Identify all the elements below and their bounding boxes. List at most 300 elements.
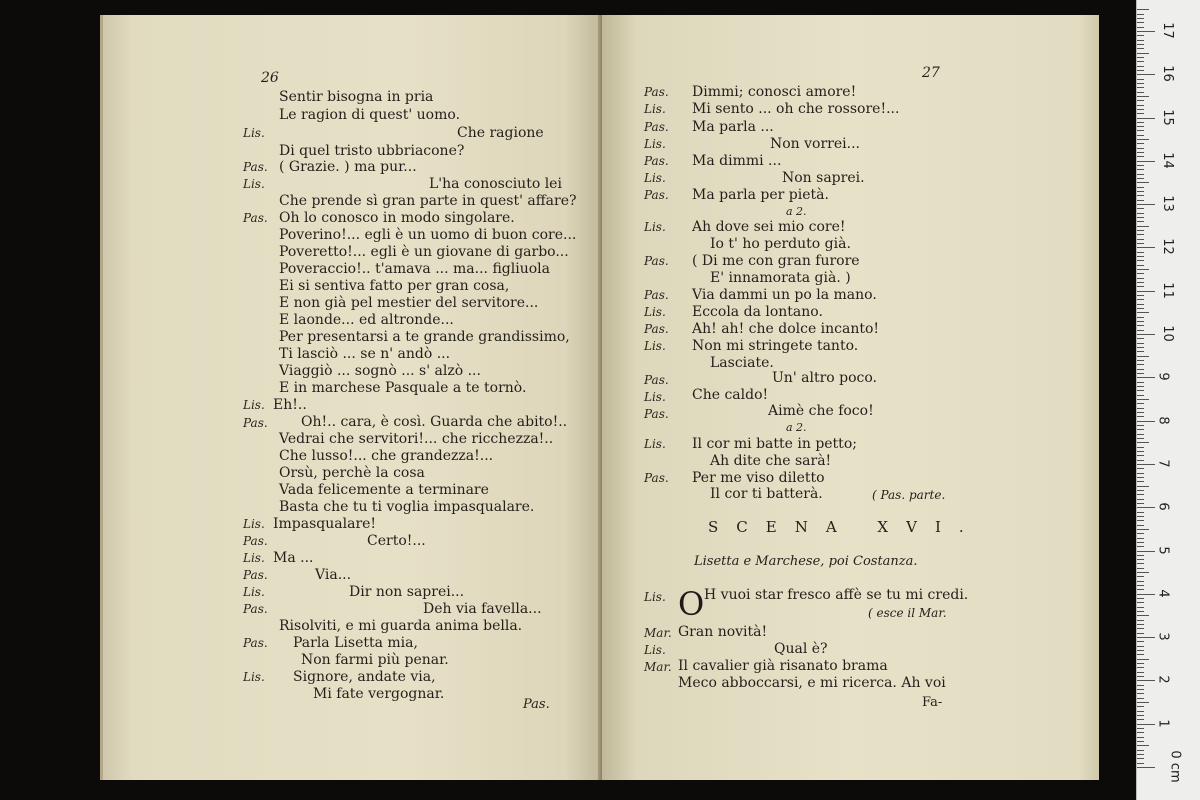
ruler-tick (1137, 533, 1144, 534)
ruler-number: 11 (1159, 281, 1175, 299)
speaker-label: Lis. (243, 517, 265, 531)
speaker-label: Pas. (243, 636, 268, 650)
ruler-tick (1137, 512, 1144, 513)
ruler-number: 17 (1159, 22, 1175, 39)
ruler-tick (1137, 615, 1149, 616)
ruler-tick (1137, 559, 1144, 560)
ruler-number: 2 (1155, 675, 1171, 685)
ruler-tick (1137, 421, 1155, 422)
ruler-tick (1137, 31, 1155, 32)
ruler-tick (1137, 555, 1144, 556)
ruler-tick (1137, 551, 1155, 552)
speaker-label: Pas. (644, 288, 669, 302)
ruler-tick (1137, 161, 1155, 162)
ruler-tick (1137, 122, 1144, 123)
ruler-tick (1137, 499, 1144, 500)
text-line: Il cavalier già risanato brama (678, 658, 888, 674)
ruler-tick (1137, 53, 1149, 54)
ruler-tick (1137, 728, 1144, 729)
ruler-tick (1137, 477, 1144, 478)
text-line: Gran novità! (678, 624, 768, 640)
text-line: ( Di me con gran furore (692, 253, 860, 269)
ruler-tick (1137, 204, 1155, 205)
speaker-label: Lis. (644, 137, 666, 151)
ruler-tick (1137, 291, 1155, 292)
text-line: Dimmi; conosci amore! (692, 84, 857, 100)
ruler-number: 15 (1159, 108, 1175, 126)
ruler-tick (1137, 711, 1144, 712)
text-line: Risolviti, e mi guarda anima bella. (279, 618, 523, 634)
ruler-tick (1137, 74, 1155, 75)
text-line: Il cor mi batte in petto; (692, 436, 857, 452)
ruler-tick (1137, 200, 1144, 201)
ruler-tick (1137, 542, 1144, 543)
speaker-label: Lis. (243, 551, 265, 565)
ruler-tick (1137, 27, 1144, 28)
ruler-tick (1137, 278, 1144, 279)
scene-heading: SCENA XVI. (708, 518, 982, 536)
text-line: E in marchese Pasquale a te tornò. (279, 380, 527, 396)
ruler-tick (1137, 576, 1144, 577)
text-line: Ma ... (273, 550, 314, 566)
ruler-tick (1137, 343, 1144, 344)
ruler-tick (1137, 330, 1144, 331)
ruler-tick (1137, 44, 1144, 45)
ruler-tick (1137, 602, 1144, 603)
ruler-tick (1137, 507, 1155, 508)
speaker-label: Pas. (243, 211, 268, 225)
duet-marker: a 2. (786, 421, 807, 434)
text-line: Poverino!... egli è un uomo di buon core... (279, 227, 577, 243)
ruler-tick (1137, 347, 1144, 348)
ruler-tick (1137, 563, 1144, 564)
ruler-tick (1137, 416, 1144, 417)
speaker-label: Pas. (644, 322, 669, 336)
ruler-tick (1137, 399, 1149, 400)
speaker-label: Pas. (644, 120, 669, 134)
ruler-tick (1137, 351, 1144, 352)
ruler-number: 10 (1159, 325, 1175, 342)
left-page (100, 15, 605, 780)
speaker-label: Lis. (644, 171, 666, 185)
ruler-tick (1137, 9, 1149, 10)
ruler-tick (1137, 70, 1144, 71)
ruler-tick (1137, 100, 1144, 101)
ruler-tick (1137, 321, 1144, 322)
scene-subtitle: Lisetta e Marchese, poi Costanza. (694, 554, 918, 569)
ruler-tick (1137, 40, 1144, 41)
ruler-tick (1137, 741, 1144, 742)
speaker-label: Lis. (644, 590, 666, 604)
speaker-label: Lis. (243, 177, 265, 191)
speaker-label: Pas. (644, 254, 669, 268)
ruler-tick (1137, 680, 1155, 681)
ruler-tick (1137, 165, 1144, 166)
ruler-tick (1137, 230, 1144, 231)
ruler-tick (1137, 325, 1144, 326)
text-line: Mi fate vergognar. (313, 686, 445, 702)
speaker-label: Mar. (644, 626, 672, 640)
ruler-tick (1137, 304, 1144, 305)
ruler-tick (1137, 611, 1144, 612)
ruler-tick (1137, 382, 1144, 383)
ruler-tick (1137, 256, 1144, 257)
speaker-label: Lis. (644, 102, 666, 116)
ruler-tick (1137, 308, 1144, 309)
ruler-tick (1137, 226, 1149, 227)
ruler-tick (1137, 182, 1149, 183)
text-line: Signore, andate via, (293, 669, 436, 685)
ruler-tick (1137, 317, 1144, 318)
text-line: Ma parla per pietà. (692, 187, 829, 203)
ruler-tick (1137, 213, 1144, 214)
ruler-tick (1137, 706, 1144, 707)
ruler-tick (1137, 763, 1144, 764)
text-line: Parla Lisetta mia, (293, 635, 418, 651)
ruler-tick (1137, 260, 1144, 261)
text-line: Non mi stringete tanto. (692, 338, 859, 354)
ruler-tick (1137, 451, 1144, 452)
text-line: H vuoi star fresco affè se tu mi credi. (704, 587, 969, 603)
text-line: E' innamorata già. ) (710, 270, 851, 286)
ruler-tick (1137, 494, 1144, 495)
text-line: Per presentarsi a te grande grandissimo, (279, 329, 570, 345)
ruler-tick (1137, 745, 1149, 746)
ruler-tick (1137, 35, 1144, 36)
ruler-tick (1137, 520, 1144, 521)
speaker-label: Pas. (644, 407, 669, 421)
text-line: Per me viso diletto (692, 470, 825, 486)
ruler-tick (1137, 572, 1149, 573)
text-line: Ma parla ... (692, 119, 774, 135)
ruler-number: 13 (1159, 195, 1175, 212)
text-line: Poveraccio!.. t'amava ... ma... figliuola (279, 261, 550, 277)
ruler-tick (1137, 66, 1144, 67)
ruler-tick (1137, 57, 1144, 58)
ruler-tick (1137, 425, 1144, 426)
ruler-tick (1137, 156, 1144, 157)
ruler-tick (1137, 282, 1144, 283)
speaker-label: Pas. (644, 373, 669, 387)
text-line: Eccola da lontano. (692, 304, 823, 320)
text-line: Il cor ti batterà. (710, 486, 823, 502)
ruler-tick (1137, 92, 1144, 93)
ruler-tick (1137, 403, 1144, 404)
ruler-tick (1137, 698, 1144, 699)
ruler-tick (1137, 87, 1144, 88)
speaker-label: Lis. (644, 643, 666, 657)
text-line: L'ha conosciuto lei (429, 176, 562, 192)
ruler-tick (1137, 676, 1144, 677)
catchword: Pas. (523, 697, 550, 712)
ruler-tick (1137, 395, 1144, 396)
ruler-tick (1137, 429, 1144, 430)
text-line: Viaggiò ... sognò ... s' alzò ... (279, 363, 481, 379)
ruler-tick (1137, 243, 1144, 244)
text-line: Eh!.. (273, 397, 307, 413)
ruler-tick (1137, 105, 1144, 106)
text-line: Oh!.. cara, è così. Guarda che abito!.. (301, 414, 568, 430)
ruler-tick (1137, 412, 1144, 413)
drop-cap: O (678, 585, 705, 623)
text-line: Oh lo conosco in modo singolare. (279, 210, 515, 226)
speaker-label: Lis. (243, 585, 265, 599)
text-line: Lasciate. (710, 355, 774, 371)
ruler-tick (1137, 589, 1144, 590)
ruler-tick (1137, 130, 1144, 131)
ruler-tick (1137, 667, 1144, 668)
ruler-tick (1137, 581, 1144, 582)
speaker-label: Lis. (644, 437, 666, 451)
speaker-label: Lis. (243, 398, 265, 412)
ruler-tick (1137, 178, 1144, 179)
speaker-label: Pas. (644, 154, 669, 168)
ruler-tick (1137, 109, 1144, 110)
ruler-number: 7 (1155, 459, 1171, 468)
text-line: Ei si sentiva fatto per gran cosa, (279, 278, 510, 294)
text-line: Un' altro poco. (772, 370, 877, 386)
ruler-tick (1137, 390, 1144, 391)
text-line: Via dammi un po la mano. (692, 287, 877, 303)
text-line: Ah! ah! che dolce incanto! (692, 321, 880, 337)
ruler-tick (1137, 295, 1144, 296)
ruler-tick (1137, 14, 1144, 15)
ruler-tick (1137, 641, 1144, 642)
ruler-tick (1137, 750, 1144, 751)
ruler-tick (1137, 152, 1144, 153)
ruler-number: 16 (1159, 65, 1175, 82)
ruler-number: 14 (1159, 152, 1175, 169)
ruler-tick (1137, 143, 1144, 144)
ruler-tick (1137, 732, 1144, 733)
stage-direction: ( Pas. parte. (872, 488, 946, 502)
ruler-tick (1137, 620, 1144, 621)
ruler-tick (1137, 139, 1149, 140)
ruler-tick (1137, 724, 1155, 725)
ruler-tick (1137, 360, 1144, 361)
text-line: Qual è? (774, 641, 828, 657)
ruler-tick (1137, 334, 1155, 335)
ruler-tick (1137, 503, 1144, 504)
ruler-number: 6 (1155, 502, 1171, 511)
ruler-tick (1137, 598, 1144, 599)
text-line: Che prende sì gran parte in quest' affare? (279, 193, 577, 209)
text-line: Deh via favella... (423, 601, 542, 617)
ruler-tick (1137, 693, 1144, 694)
right-page (602, 15, 1099, 780)
speaker-label: Pas. (243, 416, 268, 430)
stage-direction: ( esce il Mar. (868, 606, 947, 620)
ruler-tick (1137, 221, 1144, 222)
ruler-tick (1137, 468, 1144, 469)
ruler-tick (1137, 247, 1155, 248)
speaker-label: Pas. (243, 534, 268, 548)
text-line: Le ragion di quest' uomo. (279, 107, 461, 123)
text-line: Che caldo! (692, 387, 769, 403)
text-line: Ah dite che sarà! (710, 453, 832, 469)
ruler-tick (1137, 473, 1144, 474)
ruler-tick (1137, 338, 1144, 339)
ruler-tick (1137, 685, 1144, 686)
ruler-number: 0 cm (1167, 750, 1183, 783)
ruler-tick (1137, 767, 1155, 768)
page-number: 26 (261, 70, 279, 86)
speaker-label: Pas. (644, 85, 669, 99)
ruler-number: 5 (1155, 545, 1171, 555)
text-line: Non saprei. (782, 170, 865, 186)
speaker-label: Lis. (644, 390, 666, 404)
text-line: Meco abboccarsi, e mi ricerca. Ah voi (678, 675, 946, 691)
measurement-ruler (1136, 0, 1200, 800)
speaker-label: Pas. (243, 160, 268, 174)
text-line: Sentir bisogna in pria (279, 89, 434, 105)
ruler-tick (1137, 269, 1149, 270)
ruler-tick (1137, 208, 1144, 209)
text-line: Basta che tu ti voglia impasqualare. (279, 499, 535, 515)
ruler-tick (1137, 364, 1144, 365)
catchword: Fa- (922, 695, 943, 710)
text-line: Che ragione (457, 125, 544, 141)
ruler-tick (1137, 148, 1144, 149)
speaker-label: Lis. (243, 126, 265, 140)
ruler-number: 12 (1159, 238, 1175, 256)
ruler-tick (1137, 373, 1144, 374)
ruler-tick (1137, 585, 1144, 586)
page-number: 27 (922, 65, 940, 81)
ruler-tick (1137, 659, 1149, 660)
text-line: ( Grazie. ) ma pur... (279, 159, 417, 175)
ruler-tick (1137, 525, 1144, 526)
text-line: Mi sento ... oh che rossore!... (692, 101, 900, 117)
ruler-tick (1137, 48, 1144, 49)
ruler-tick (1137, 299, 1144, 300)
ruler-tick (1137, 447, 1144, 448)
ruler-tick (1137, 568, 1144, 569)
text-line: Io t' ho perduto già. (710, 236, 851, 252)
text-line: Impasqualare! (273, 516, 377, 532)
ruler-tick (1137, 486, 1149, 487)
ruler-tick (1137, 369, 1144, 370)
ruler-tick (1137, 490, 1144, 491)
ruler-tick (1137, 239, 1144, 240)
ruler-number: 8 (1155, 415, 1171, 425)
ruler-tick (1137, 624, 1144, 625)
ruler-tick (1137, 61, 1144, 62)
ruler-tick (1137, 217, 1144, 218)
speaker-label: Lis. (644, 220, 666, 234)
ruler-tick (1137, 126, 1144, 127)
ruler-tick (1137, 607, 1144, 608)
text-line: Di quel tristo ubbriacone? (279, 143, 465, 159)
text-line: Ti lasciò ... se n' andò ... (279, 346, 451, 362)
text-line: Ma dimmi ... (692, 153, 782, 169)
text-line: Aimè che foco! (768, 403, 874, 419)
ruler-tick (1137, 174, 1144, 175)
ruler-tick (1137, 135, 1144, 136)
ruler-tick (1137, 633, 1144, 634)
ruler-tick (1137, 719, 1144, 720)
ruler-tick (1137, 265, 1144, 266)
ruler-tick (1137, 83, 1144, 84)
ruler-tick (1137, 377, 1155, 378)
ruler-tick (1137, 273, 1144, 274)
speaker-label: Lis. (243, 670, 265, 684)
ruler-tick (1137, 637, 1155, 638)
ruler-tick (1137, 438, 1144, 439)
speaker-label: Lis. (644, 339, 666, 353)
ruler-tick (1137, 195, 1144, 196)
ruler-tick (1137, 191, 1144, 192)
speaker-label: Pas. (644, 471, 669, 485)
speaker-label: Pas. (243, 602, 268, 616)
ruler-tick (1137, 464, 1155, 465)
duet-marker: a 2. (786, 205, 807, 218)
ruler-tick (1137, 22, 1144, 23)
ruler-tick (1137, 646, 1144, 647)
ruler-tick (1137, 460, 1144, 461)
ruler-number: 9 (1155, 372, 1171, 381)
ruler-tick (1137, 356, 1149, 357)
ruler-tick (1137, 628, 1144, 629)
ruler-tick (1137, 702, 1149, 703)
ruler-number: 4 (1155, 589, 1171, 598)
text-line: Via... (315, 567, 352, 583)
ruler-tick (1137, 169, 1144, 170)
text-line: E laonde... ed altronde... (279, 312, 454, 328)
ruler-tick (1137, 715, 1144, 716)
ruler-number: 3 (1155, 632, 1171, 641)
ruler-tick (1137, 672, 1144, 673)
ruler-tick (1137, 113, 1144, 114)
ruler-tick (1137, 252, 1144, 253)
ruler-tick (1137, 538, 1144, 539)
text-line: Poveretto!... egli è un giovane di garbo... (279, 244, 569, 260)
ruler-tick (1137, 434, 1144, 435)
ruler-tick (1137, 118, 1155, 119)
ruler-tick (1137, 650, 1144, 651)
text-line: Non vorrei... (770, 136, 860, 152)
ruler-tick (1137, 455, 1144, 456)
text-line: Vada felicemente a terminare (279, 482, 489, 498)
ruler-tick (1137, 18, 1144, 19)
text-line: Che lusso!... che grandezza!... (279, 448, 494, 464)
ruler-tick (1137, 386, 1144, 387)
text-line: Dir non saprei... (349, 584, 465, 600)
ruler-tick (1137, 234, 1144, 235)
ruler-tick (1137, 546, 1144, 547)
ruler-tick (1137, 663, 1144, 664)
ruler-tick (1137, 516, 1144, 517)
ruler-tick (1137, 754, 1144, 755)
ruler-tick (1137, 96, 1149, 97)
ruler-tick (1137, 654, 1144, 655)
text-line: Orsù, perchè la cosa (279, 465, 425, 481)
text-line: Ah dove sei mio core! (692, 219, 846, 235)
speaker-label: Lis. (644, 305, 666, 319)
ruler-tick (1137, 187, 1144, 188)
ruler-tick (1137, 312, 1149, 313)
ruler-tick (1137, 529, 1149, 530)
ruler-tick (1137, 286, 1144, 287)
ruler-tick (1137, 737, 1144, 738)
ruler-tick (1137, 442, 1149, 443)
text-line: Certo!... (367, 533, 426, 549)
text-line: E non già pel mestier del servitore... (279, 295, 539, 311)
speaker-label: Pas. (644, 188, 669, 202)
text-line: Vedrai che servitori!... che ricchezza!.. (279, 431, 554, 447)
ruler-number: 1 (1155, 719, 1171, 728)
ruler-tick (1137, 79, 1144, 80)
